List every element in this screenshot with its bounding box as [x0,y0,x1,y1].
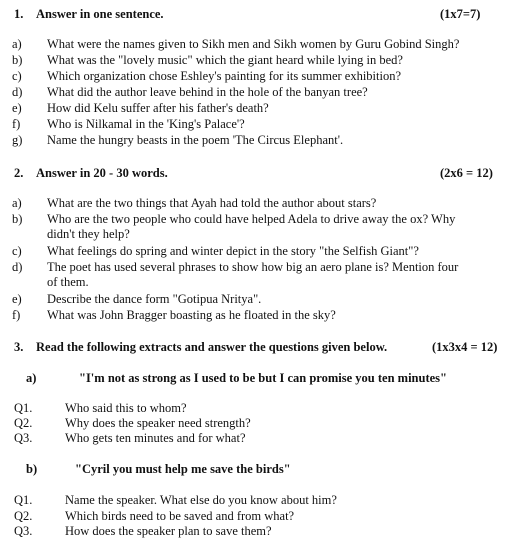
question-text: What are the two things that Ayah had told the author about stars? [47,196,377,210]
question-label: c) [12,244,22,258]
extract-question-text: Why does the speaker need strength? [65,416,251,430]
extract-question-text: How does the speaker plan to save them? [65,524,272,538]
extract-question-text: Who gets ten minutes and for what? [65,431,246,445]
question-label: a) [12,196,22,210]
question-text: Name the hungry beasts in the poem 'The Circus Elephant'. [47,133,344,147]
section-1-marks: (1x7=7) [440,7,481,21]
extract-question-label: Q3. [14,524,33,538]
question-label: d) [12,85,23,99]
extract-quote: "Cyril you must help me save the birds" [75,462,291,476]
question-text: The poet has used several phrases to show how big an aero plane is? Mention four [47,260,459,274]
section-1-number: 1. [14,7,24,21]
question-label: b) [12,53,23,67]
extract-quote: "I'm not as strong as I used to be but I can promise you ten minutes" [79,371,447,385]
question-text: What was the "lovely music" which the giant heard while lying in bed? [47,53,403,67]
question-text-continued: didn't they help? [47,227,130,241]
question-text-continued: of them. [47,275,89,289]
question-label: g) [12,133,23,147]
question-label: a) [12,37,22,51]
extract-question-label: Q3. [14,431,33,445]
question-text: How did Kelu suffer after his father's death? [47,101,269,115]
question-label: e) [12,101,22,115]
section-2-marks: (2x6 = 12) [440,166,493,180]
section-3-marks: (1x3x4 = 12) [432,340,498,354]
extract-question-text: Who said this to whom? [65,401,187,415]
section-2-title: Answer in 20 - 30 words. [36,166,168,180]
question-label: e) [12,292,22,306]
question-text: Describe the dance form "Gotipua Nritya". [47,292,262,306]
question-text: What were the names given to Sikh men and Sikh women by Guru Gobind Singh? [47,37,460,51]
question-text: Who are the two people who could have helped Adela to drive away the ox? Why [47,212,456,226]
extract-question-label: Q1. [14,493,33,507]
extract-label: b) [26,462,38,476]
question-text: What did the author leave behind in the hole of the banyan tree? [47,85,368,99]
question-text: Which organization chose Eshley's painting for its summer exhibition? [47,69,402,83]
extract-question-text: Name the speaker. What else do you know about him? [65,493,337,507]
extract-question-label: Q2. [14,509,33,523]
section-2-number: 2. [14,166,24,180]
section-3-title: Read the following extracts and answer the questions given below. [36,340,388,354]
section-3-number: 3. [14,340,24,354]
section-1-title: Answer in one sentence. [36,7,164,21]
extract-question-label: Q2. [14,416,33,430]
question-text: What feelings do spring and winter depict in the story "the Selfish Giant"? [47,244,419,258]
question-text: Who is Nilkamal in the 'King's Palace'? [47,117,245,131]
question-label: c) [12,69,22,83]
extract-question-label: Q1. [14,401,33,415]
question-label: d) [12,260,23,274]
question-text: What was John Bragger boasting as he floated in the sky? [47,308,336,322]
extract-question-text: Which birds need to be saved and from what? [65,509,295,523]
question-label: f) [12,308,21,322]
question-label: f) [12,117,21,131]
extract-label: a) [26,371,37,385]
question-label: b) [12,212,23,226]
